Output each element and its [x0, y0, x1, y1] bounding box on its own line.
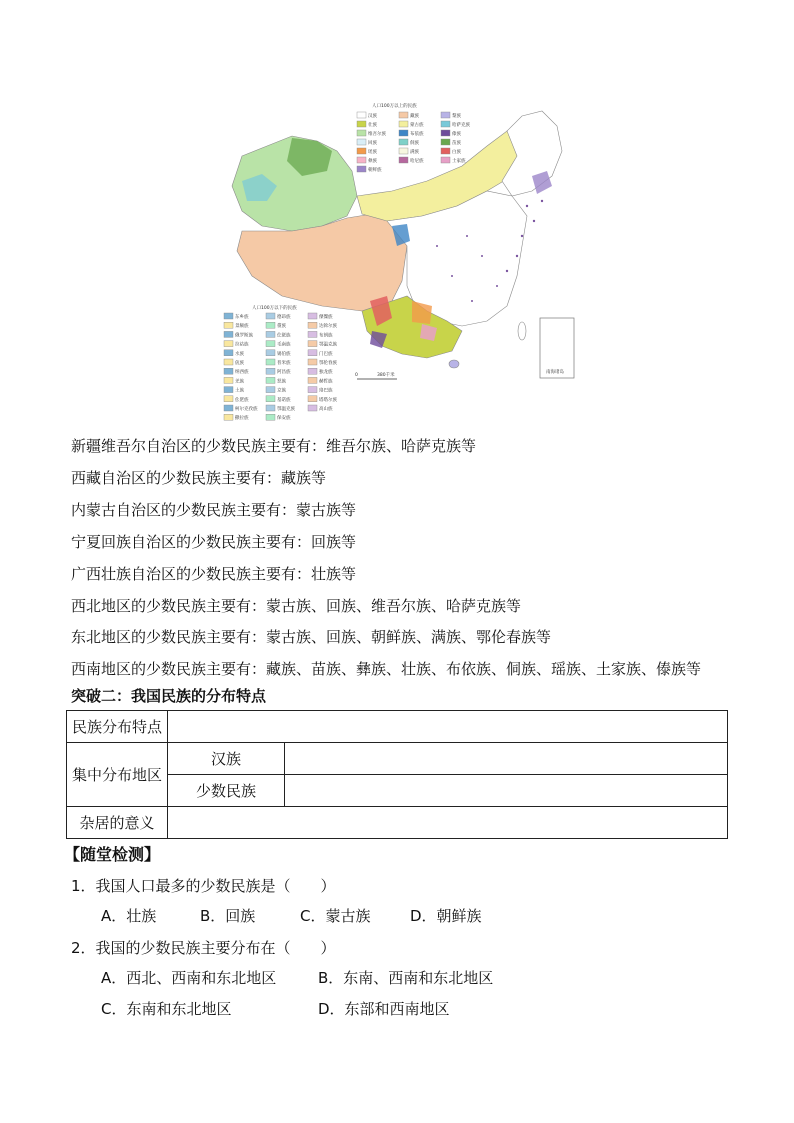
legend-swatch	[399, 121, 408, 127]
legend-swatch	[266, 341, 275, 347]
legend-label: 塔塔尔族	[319, 397, 337, 403]
legend-label: 佤族	[235, 361, 244, 366]
legend-label: 锡伯族	[277, 351, 291, 357]
legend-swatch	[224, 322, 233, 328]
legend-swatch	[266, 331, 275, 337]
legend-label: 苗族	[452, 141, 461, 146]
legend-swatch	[224, 331, 233, 337]
legend-label: 门巴族	[319, 351, 333, 357]
legend-label: 景颇族	[235, 324, 249, 330]
legend-label: 鄂温克族	[277, 407, 295, 412]
table-row	[67, 743, 728, 775]
inset-label: 南海诸岛	[546, 370, 564, 375]
legend-swatch	[266, 368, 275, 374]
legend-swatch	[399, 157, 408, 163]
legend-swatch	[441, 130, 450, 136]
q1-option-b[interactable]: B．回族	[200, 907, 256, 925]
legend-label: 布朗族	[319, 333, 333, 339]
legend-swatch	[224, 350, 233, 356]
scale-zero: 0	[355, 373, 358, 378]
q1-option-a[interactable]: A．壮族	[101, 907, 157, 925]
legend-label: 土族	[235, 388, 244, 394]
legend-swatch	[224, 387, 233, 393]
legend-swatch	[357, 166, 366, 172]
legend-label: 汉族	[368, 114, 377, 119]
legend-swatch	[224, 396, 233, 402]
question-1: 1．我国人口最多的少数民族是（ ）	[71, 877, 336, 895]
legend-swatch	[266, 396, 275, 402]
q2-option-b[interactable]: B．东南、西南和东北地区	[318, 969, 494, 987]
answer-cell-feature[interactable]	[168, 711, 728, 743]
legend-label: 满族	[410, 150, 419, 155]
legend-swatch	[308, 350, 317, 356]
legend-minor-title: 人口100万以下的民族	[252, 306, 297, 311]
legend-label: 德昂族	[277, 315, 291, 320]
legend-label: 毛南族	[277, 342, 291, 348]
text-line-northwest: 西北地区的少数民族主要有：蒙古族、回族、维吾尔族、哈萨克族等	[71, 597, 522, 615]
q1-option-d[interactable]: D．朝鲜族	[410, 907, 482, 925]
q1-option-c[interactable]: C．蒙古族	[300, 907, 371, 925]
legend-label: 仡佬族	[277, 333, 291, 339]
table-row	[67, 711, 728, 743]
legend-label: 白族	[452, 150, 461, 155]
region-tibet	[237, 214, 407, 311]
legend-label: 朝鲜族	[368, 168, 382, 173]
scale-label: 380千米	[377, 373, 395, 378]
legend-label: 藏族	[410, 114, 419, 119]
legend-swatch	[399, 148, 408, 154]
row-label-region: 集中分布地区	[67, 743, 168, 807]
legend-swatch	[308, 377, 317, 383]
answer-cell-minority[interactable]	[285, 775, 728, 807]
q2-option-c[interactable]: C．东南和东北地区	[101, 1000, 232, 1018]
legend-swatch	[224, 313, 233, 319]
legend-swatch	[441, 148, 450, 154]
q2-option-a[interactable]: A．西北、西南和东北地区	[101, 969, 277, 987]
legend-label: 基诺族	[277, 397, 291, 403]
text-line-northeast: 东北地区的少数民族主要有：蒙古族、回族、朝鲜族、满族、鄂伦春族等	[71, 628, 552, 646]
section-title: 突破二：我国民族的分布特点	[71, 687, 267, 705]
legend-label: 珞巴族	[319, 388, 333, 394]
legend-label: 土家族	[452, 159, 466, 164]
legend-label: 京族	[277, 388, 286, 394]
legend-swatch	[308, 322, 317, 328]
legend-label: 俄罗斯族	[235, 333, 253, 339]
text-line-guangxi: 广西壮族自治区的少数民族主要有：壮族等	[71, 565, 357, 583]
legend-swatch	[266, 387, 275, 393]
legend-label: 赫哲族	[319, 379, 333, 385]
legend-label: 回族	[368, 141, 377, 146]
legend-swatch	[399, 112, 408, 118]
legend-swatch	[266, 377, 275, 383]
legend-major-title: 人口100万以上的民族	[372, 104, 417, 109]
legend-swatch	[308, 387, 317, 393]
text-line-xinjiang: 新疆维吾尔自治区的少数民族主要有：维吾尔族、哈萨克族等	[71, 437, 477, 455]
legend-swatch	[308, 359, 317, 365]
legend-label: 达斡尔族	[319, 324, 337, 330]
legend-label: 傈僳族	[319, 315, 333, 320]
legend-label: 壮族	[368, 123, 377, 128]
legend-swatch	[266, 313, 275, 319]
legend-label: 侗族	[410, 141, 419, 146]
legend-swatch	[266, 414, 275, 420]
legend-label: 羌族	[235, 379, 244, 385]
legend-label: 纳西族	[235, 370, 249, 376]
legend-label: 黎族	[452, 114, 461, 119]
table-row	[67, 807, 728, 839]
legend-major	[357, 112, 470, 173]
question-2: 2．我国的少数民族主要分布在（ ）	[71, 939, 336, 957]
legend-label: 彝族	[368, 159, 377, 164]
legend-swatch	[357, 139, 366, 145]
legend-label: 哈萨克族	[452, 123, 470, 128]
sub-label-minority: 少数民族	[168, 775, 285, 807]
ethnic-distribution-map	[222, 96, 578, 422]
legend-label: 东乡族	[235, 315, 249, 320]
quiz-heading: 【随堂检测】	[64, 845, 161, 864]
row-label-significance: 杂居的意义	[67, 807, 168, 839]
legend-label: 傣族	[452, 132, 461, 137]
legend-swatch	[224, 341, 233, 347]
legend-label: 仫佬族	[235, 397, 249, 403]
legend-minor	[224, 313, 337, 421]
legend-swatch	[224, 368, 233, 374]
legend-swatch	[224, 359, 233, 365]
legend-swatch	[266, 350, 275, 356]
legend-label: 柯尔克孜族	[235, 407, 258, 412]
legend-label: 拉祜族	[235, 342, 249, 348]
legend-swatch	[308, 313, 317, 319]
legend-swatch	[266, 322, 275, 328]
legend-swatch	[308, 396, 317, 402]
legend-swatch	[441, 121, 450, 127]
legend-swatch	[308, 341, 317, 347]
legend-swatch	[308, 405, 317, 411]
legend-swatch	[224, 405, 233, 411]
region-hainan	[449, 360, 459, 368]
legend-swatch	[357, 148, 366, 154]
legend-swatch	[308, 331, 317, 337]
legend-swatch	[441, 112, 450, 118]
legend-swatch	[441, 139, 450, 145]
legend-swatch	[399, 130, 408, 136]
legend-label: 保安族	[277, 416, 291, 422]
legend-swatch	[441, 157, 450, 163]
text-line-southwest: 西南地区的少数民族主要有：藏族、苗族、彝族、壮族、布依族、侗族、瑶族、土家族、傣族等	[71, 660, 702, 678]
text-line-ningxia: 宁夏回族自治区的少数民族主要有：回族等	[71, 533, 357, 551]
legend-swatch	[266, 405, 275, 411]
legend-label: 维吾尔族	[368, 132, 386, 137]
legend-label: 撒拉族	[235, 416, 249, 422]
legend-swatch	[357, 121, 366, 127]
legend-label: 普米族	[277, 361, 291, 366]
legend-label: 哈尼族	[410, 159, 424, 164]
legend-label: 独龙族	[319, 370, 333, 376]
legend-label: 水族	[235, 351, 244, 357]
legend-label: 高山族	[319, 407, 333, 412]
legend-swatch	[224, 414, 233, 420]
legend-swatch	[357, 157, 366, 163]
text-line-tibet: 西藏自治区的少数民族主要有：藏族等	[71, 469, 327, 487]
legend-swatch	[357, 112, 366, 118]
legend-label: 阿昌族	[277, 370, 291, 376]
distribution-table	[66, 710, 728, 839]
answer-cell-han[interactable]	[285, 743, 728, 775]
legend-label: 瑶族	[368, 150, 377, 155]
legend-swatch	[399, 139, 408, 145]
legend-swatch	[224, 377, 233, 383]
legend-swatch	[357, 130, 366, 136]
sub-label-han: 汉族	[168, 743, 285, 775]
region-taiwan	[518, 322, 526, 340]
legend-label: 布依族	[410, 132, 424, 137]
legend-swatch	[266, 359, 275, 365]
legend-label: 蒙古族	[410, 123, 424, 128]
legend-label: 鄂温克族	[319, 342, 337, 348]
legend-label: 怒族	[277, 379, 286, 385]
answer-cell-significance[interactable]	[168, 807, 728, 839]
q2-option-d[interactable]: D．东部和西南地区	[318, 1000, 450, 1018]
text-line-inner-mongolia: 内蒙古自治区的少数民族主要有：蒙古族等	[71, 501, 357, 519]
legend-label: 鄂伦春族	[319, 361, 337, 366]
legend-swatch	[308, 368, 317, 374]
inset-box	[540, 318, 574, 378]
legend-label: 畲族	[277, 324, 286, 330]
row-label-feature: 民族分布特点	[67, 711, 168, 743]
